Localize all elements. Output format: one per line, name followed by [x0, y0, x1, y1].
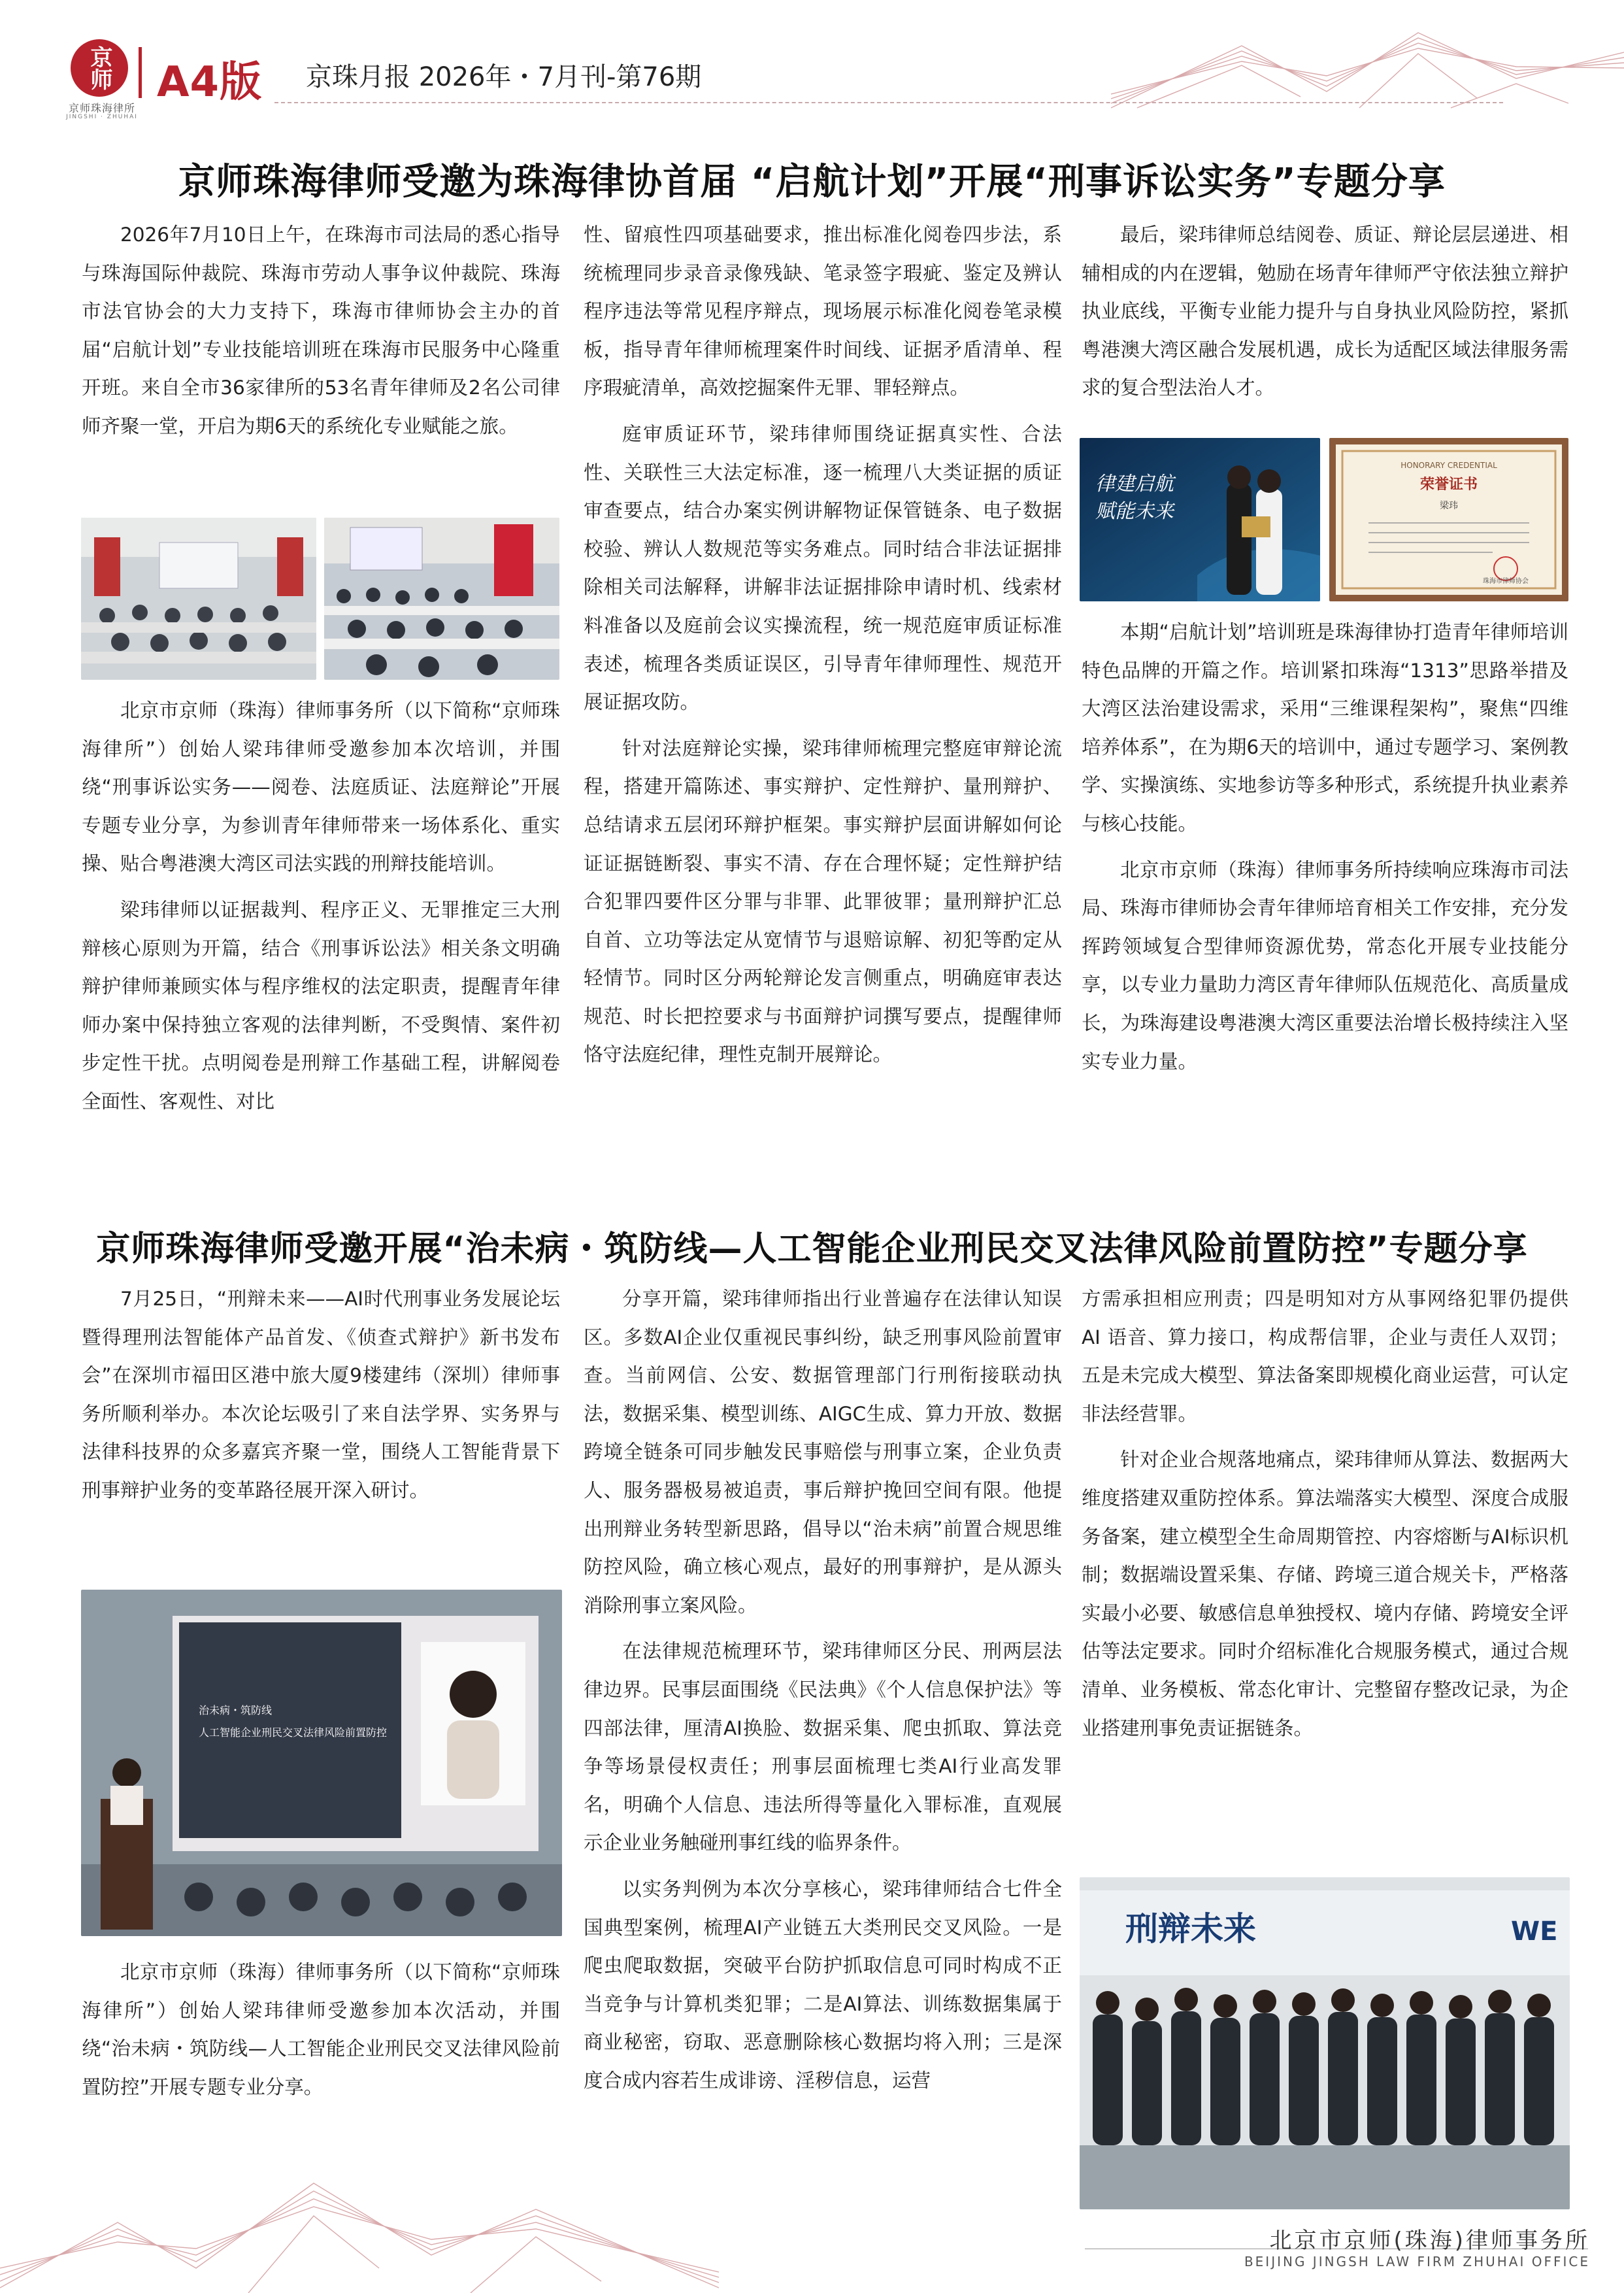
slide-line-2: 人工智能企业刑民交叉法律风险前置防控	[199, 1726, 388, 1739]
header-divider	[139, 47, 142, 98]
certificate-name: 梁玮	[1440, 501, 1458, 511]
article1-column-3	[1082, 216, 1568, 415]
footer-firm-name-english: BEIJING JINGSH LAW FIRM ZHUHAI OFFICE	[1244, 2254, 1590, 2269]
article1-column-1-continued	[82, 692, 560, 1129]
article2-column-2	[584, 1280, 1062, 2107]
article1-title: 京师珠海律师受邀为珠海律协首届 “启航计划”开展“刑事诉讼实务”专题分享	[178, 161, 1446, 203]
certificate-title: 荣誉证书	[1419, 476, 1478, 493]
poster-text-2: 赋能未来	[1095, 500, 1174, 523]
training-classroom-photo-1	[81, 518, 316, 680]
paragraph: 最后，梁玮律师总结阅卷、质证、辩论层层递进、相辅相成的内在逻辑，勉励在场青年律师严守依法独立辩护执业底线，平衡专业能力提升与自身执业风险防控，紧抓粤港澳大湾区融合发展机遇，成长为适配区域法律服务需求的复合型法治人才。	[1082, 224, 1568, 399]
forum-group-photo	[1080, 1877, 1570, 2209]
article2-title: 京师珠海律师受邀开展“治未病・筑防线—人工智能企业刑民交叉法律风险前置防控”专题分享	[96, 1230, 1528, 1269]
edition-label: A4版	[157, 58, 263, 107]
paragraph: 方需承担相应刑责；四是明知对方从事网络犯罪仍提供 AI 语音、算力接口，构成帮信罪，企业与责任人双罚；五是未完成大模型、算法备案即规模化商业运营，可认定非法经营罪。	[1082, 1288, 1568, 1425]
mountain-decoration-bottom	[0, 2124, 719, 2293]
paragraph: 2026年7月10日上午，在珠海市司法局的悉心指导与珠海国际仲裁院、珠海市劳动人事争议仲裁院、珠海市法官协会的大力支持下，珠海市律师协会主办的首届“启航计划”专业技能培训班在珠海市民服务中心隆重开班。来自全市36家律所的53名青年律师及2名公司律师齐聚一堂，开启为期6天的系统化专业赋能之旅。	[82, 224, 560, 437]
banner-text-1: 刑辩未来	[1125, 1910, 1256, 1948]
paragraph: 分享开篇，梁玮律师指出行业普遍存在法律认知误区。多数AI企业仅重视民事纠纷，缺乏刑事风险前置审查。当前网信、公安、数据管理部门行刑衔接联动执法，数据采集、模型训练、AIGC生成、算力开放、数据跨境全链条可同步触发民事赔偿与刑事立案，企业负责人、服务器极易被追责，事后辩护挽回空间有限。他提出刑辩业务转型新思路，倡导以“治未病”前置合规思维防控风险，确立核心观点，最好的刑事辩护，是从源头消除刑事立案风险。	[584, 1288, 1062, 1616]
forum-speaker-photo	[81, 1590, 562, 1936]
article1-column-2	[584, 216, 1062, 1082]
paragraph: 北京市京师（珠海）律师事务所（以下简称“京师珠海律所”）创始人梁玮律师受邀参加本次活动，并围绕“治未病・筑防线—人工智能企业刑民交叉法律风险前置防控”开展专题专业分享。	[82, 1961, 560, 2098]
logo-caption: 京师珠海律所	[68, 102, 135, 114]
paragraph: 在法律规范梳理环节，梁玮律师区分民、刑两层法律边界。民事层面围绕《民法典》《个人信息保护法》等四部法律，厘清AI换脸、数据采集、爬虫抓取、算法竞争等场景侵权责任；刑事层面梳理七类AI行业高发罪名，明确个人信息、违法所得等量化入罪标准，直观展示企业业务触碰刑事红线的临界条件。	[584, 1640, 1062, 1854]
article1-column-3-continued	[1082, 613, 1568, 1088]
footer-firm-name: 北京市京师(珠海)律师事务所	[1269, 2228, 1590, 2254]
banner-text-2: WE	[1511, 1916, 1558, 1947]
honorary-certificate-image	[1329, 438, 1568, 601]
certificate-header: HONORARY CREDENTIAL	[1400, 461, 1497, 470]
logo-subcaption: JINGSHI · ZHUHAI	[66, 114, 138, 120]
slide-line-1: 治未病・筑防线	[199, 1704, 273, 1716]
article2-column-1	[82, 1280, 560, 1518]
logo-text: 京师	[86, 46, 112, 90]
poster-ceremony-photo	[1080, 438, 1320, 601]
poster-text-1: 律建启航	[1095, 473, 1174, 495]
certificate-issuer: 珠海市律师协会	[1483, 578, 1529, 585]
paragraph: 庭审质证环节，梁玮律师围绕证据真实性、合法性、关联性三大法定标准，逐一梳理八大类证据的质证审查要点，结合办案实例讲解物证保管链条、电子数据校验、辨认人数规范等实务难点。同时结合非法证据排除相关司法解释，讲解非法证据排除申请时机、线索材料准备以及庭前会议实操流程，统一规范庭审质证标准表述，梳理各类质证误区，引导青年律师理性、规范开展证据攻防。	[584, 422, 1062, 714]
paragraph: 以实务判例为本次分享核心，梁玮律师结合七件全国典型案例，梳理AI产业链五大类刑民交叉风险。一是爬虫爬取数据，突破平台防护抓取信息可同时构成不正当竞争与计算机类犯罪；二是AI算法、训练数据集属于商业秘密，窃取、恶意删除核心数据均将入刑；三是深度合成内容若生成诽谤、淫秽信息，运营	[584, 1877, 1062, 2092]
law-firm-logo	[71, 39, 128, 97]
paragraph: 针对企业合规落地痛点，梁玮律师从算法、数据两大维度搭建双重防控体系。算法端落实大模型、深度合成服务备案，建立模型全生命周期管控、内容熔断与AI标识机制；数据端设置采集、存储、跨境三道合规关卡，严格落实最小必要、敏感信息单独授权、境内存储、跨境安全评估等法定要求。同时介绍标准化合规服务模式，通过合规清单、业务模板、常态化审计、完整留存整改记录，为企业搭建刑事免责证据链条。	[1082, 1448, 1568, 1739]
training-classroom-photo-2	[324, 518, 559, 680]
paragraph: 梁玮律师以证据裁判、程序正义、无罪推定三大刑辩核心原则为开篇，结合《刑事诉讼法》相关条文明确辩护律师兼顾实体与程序维权的法定职责，提醒青年律师办案中保持独立客观的法律判断，不受舆情、案件初步定性干扰。点明阅卷是刑辩工作基础工程，讲解阅卷全面性、客观性、对比	[82, 898, 560, 1113]
mountain-decoration-top	[1111, 20, 1624, 111]
article1-column-1	[82, 216, 560, 454]
paragraph: 本期“启航计划”培训班是珠海律协打造青年律师培训特色品牌的开篇之作。培训紧扣珠海“1313”思路举措及大湾区法治建设需求，采用“三维课程架构”，聚焦“四维培养体系”，在为期6天的培训中，通过专题学习、案例教学、实操演练、实地参访等多种形式，系统提升执业素养与核心技能。	[1082, 621, 1568, 835]
paragraph: 针对法庭辩论实操，梁玮律师梳理完整庭审辩论流程，搭建开篇陈述、事实辩护、定性辩护、量刑辩护、总结请求五层闭环辩护框架。事实辩护层面讲解如何论证证据链断裂、事实不清、存在合理怀疑；定性辩护结合犯罪四要件区分罪与非罪、此罪彼罪；量刑辩护汇总自首、立功等法定从宽情节与退赔谅解、初犯等酌定从轻情节。同时区分两轮辩论发言侧重点，明确庭审表达规范、时长把控要求与书面辩护词撰写要点，提醒律师恪守法庭纪律，理性克制开展辩论。	[584, 737, 1062, 1066]
paragraph: 7月25日，“刑辩未来——AI时代刑事业务发展论坛暨得理刑法智能体产品首发、《侦查式辩护》新书发布会”在深圳市福田区港中旅大厦9楼建纬（深圳）律师事务所顺利举办。本次论坛吸引了来自法学界、实务界与法律科技界的众多嘉宾齐聚一堂，围绕人工智能背景下刑事辩护业务的变革路径展开深入研讨。	[82, 1288, 560, 1501]
paragraph: 北京市京师（珠海）律师事务所（以下简称“京师珠海律所”）创始人梁玮律师受邀参加本次培训，并围绕“刑事诉讼实务——阅卷、法庭质证、法庭辩论”开展专题专业分享，为参训青年律师带来一场体系化、重实操、贴合粤港澳大湾区司法实践的刑辩技能培训。	[82, 699, 560, 875]
header-rule	[274, 102, 1503, 103]
issue-label: 京珠月报 2026年・7月刊-第76期	[306, 62, 702, 92]
article2-column-1-continued	[82, 1953, 560, 2114]
article2-column-3	[1082, 1280, 1568, 1755]
paragraph: 性、留痕性四项基础要求，推出标准化阅卷四步法，系统梳理同步录音录像残缺、笔录签字瑕疵、鉴定及辨认程序违法等常见程序辩点，现场展示标准化阅卷笔录模板，指导青年律师梳理案件时间线、证据矛盾清单、程序瑕疵清单，高效挖掘案件无罪、罪轻辩点。	[584, 224, 1062, 399]
paragraph: 北京市京师（珠海）律师事务所持续响应珠海市司法局、珠海市律师协会青年律师培育相关工作安排，充分发挥跨领域复合型律师资源优势，常态化开展专业技能分享，以专业力量助力湾区青年律师队伍规范化、高质量成长，为珠海建设粤港澳大湾区重要法治增长极持续注入坚实专业力量。	[1082, 858, 1568, 1073]
